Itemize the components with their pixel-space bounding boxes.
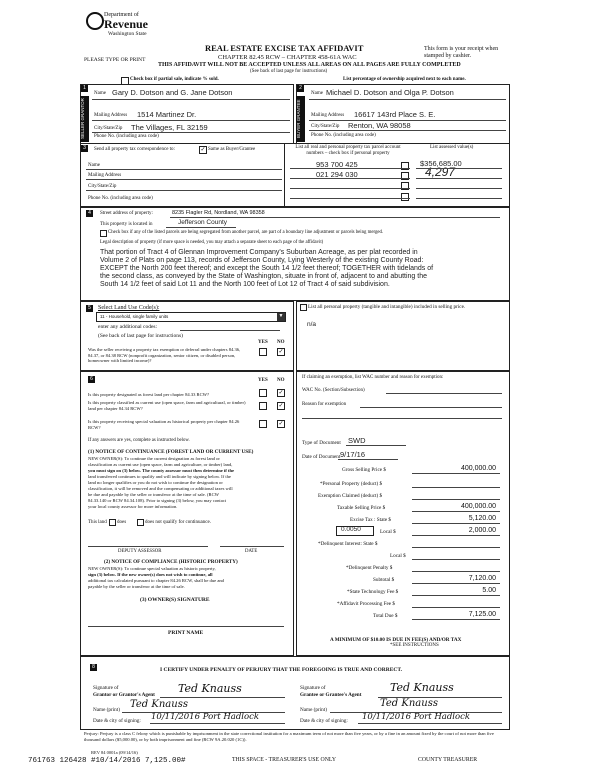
assessed-header: List assessed value(s) (430, 145, 474, 150)
buyer-mailing-label: Mailing Address (311, 113, 345, 118)
grantor-agent-label: Grantor or Grantor's Agent (93, 692, 155, 698)
section5-no: NO (277, 340, 285, 345)
buyer-phone-label: Phone No. (including area code) (311, 133, 376, 138)
land-use-label: Select Land Use Code(s): (98, 305, 160, 311)
forest-section (80, 371, 294, 656)
land-use-value: 11 - Household, single family units (100, 314, 169, 319)
chevron-down-icon[interactable]: ▼ (278, 314, 284, 319)
tax-row-label: *State Technology Fee $ (347, 589, 399, 595)
tax-row-label: Total Due $ (373, 613, 398, 619)
county[interactable]: Jefferson County (178, 219, 228, 226)
historic-no-checkbox[interactable]: ✓ (278, 421, 284, 427)
certify-title: I CERTIFY UNDER PENALTY OF PERJURY THAT THE FOREGOING IS TRUE AND CORRECT. (160, 667, 403, 673)
corr-city-label: City/State/Zip (88, 184, 117, 189)
see-instructions-note: *SEE INSTRUCTIONS (390, 643, 439, 648)
legal-line-5: South 14 1/2 feet of said Lot 11 and the North 100 feet of Lot 12 of Tract 4 of said subdivision. (100, 281, 390, 288)
send-correspondence-label: Send all property tax correspondence to: (94, 147, 175, 152)
dept-line3: Washington State (108, 31, 147, 37)
tax-row-value[interactable]: 5.00 (482, 587, 496, 594)
parcel-header: List all real and personal property tax parcel account numbers – check box if personal property (295, 145, 401, 156)
if-yes-note: If any answers are yes, complete as instructed below. (88, 438, 190, 443)
seller-phone-label: Phone No. (including area code) (94, 134, 159, 139)
seller-city-label: City/State/Zip (94, 126, 123, 131)
tax-row-value[interactable]: 5,120.00 (468, 515, 496, 522)
segregated-label: Check box if any of the listed parcels are being segregated from another parcel, are part of a boundary line adjustment or parcels being merged. (108, 230, 384, 235)
grantor-name[interactable]: Ted Knauss (130, 699, 188, 710)
county-label: This property is located in (100, 222, 153, 227)
doc-type[interactable]: SWD (348, 436, 366, 445)
does-label: does (117, 520, 127, 525)
additional-codes-label: enter any additional codes: (98, 324, 158, 330)
grantee-date-city[interactable]: 10/11/2016 Port Hadlock (362, 712, 471, 722)
type-note: PLEASE TYPE OR PRINT (84, 57, 146, 63)
section5-yes-checkbox[interactable] (259, 348, 267, 356)
legal-line-4: the second class, as conveyed by the State of Washington, situate in front of, adjacent to and abutting the (100, 273, 428, 280)
legal-line-2: Volume 2 of Plats on page 113, records of Jefferson County, Lying Westerly of the existing County Road: (100, 257, 424, 264)
section5-no-checkbox[interactable]: ✓ (278, 349, 284, 355)
grantor-signature[interactable]: Ted Knauss (178, 682, 242, 695)
grantee-sig-label: Signature of (300, 685, 326, 691)
parcel-2[interactable]: 021 294 030 (316, 170, 358, 179)
reason-label: Reason for exemption (302, 402, 347, 407)
parcel-4-personal-checkbox[interactable] (401, 193, 409, 201)
tax-row-label: Excise Tax : State $ (350, 517, 392, 523)
tax-row-label: Local $ (380, 529, 396, 535)
print-name-label: PRINT NAME (168, 630, 204, 636)
grantor-sig-label: Signature of (93, 685, 119, 691)
exemption-question: Was the seller receiving a property tax exemption or deferral under chapters 84.36, 84.37, or 84.38 RCW (nonprofit organization, senior citizen, or disabled person, homeowner with limited income)? (88, 347, 241, 363)
does-not-checkbox[interactable] (137, 519, 144, 526)
street-address[interactable]: 8235 Flagler Rd, Nordland, WA 98358 (172, 210, 265, 216)
logo-mark-icon (86, 12, 104, 30)
treasurer-stamp: 761763 126428 #10/14/2016 7,125.00# (28, 757, 186, 765)
tax-row-value[interactable]: 7,120.00 (468, 575, 496, 582)
assessed-value[interactable]: $356,685.00 (420, 159, 462, 168)
historic-yes-checkbox[interactable] (259, 420, 267, 428)
dept-line1: Department of (104, 12, 139, 18)
forest-yes-checkbox[interactable] (259, 389, 267, 397)
buyer-name-label: Name (311, 91, 323, 96)
personal-property-value[interactable]: n/a (307, 321, 317, 328)
does-not-label: does not qualify for continuance. (145, 520, 211, 525)
corr-mailing-label: Mailing Address (88, 173, 122, 178)
tax-row-label: Subtotal $ (373, 577, 395, 583)
land-does-label: This land (88, 520, 107, 525)
seller-city[interactable]: The Villages, FL 32159 (131, 123, 208, 132)
land-use-select[interactable] (96, 312, 286, 322)
tax-row-label: Exemption Claimed (deduct) $ (318, 493, 383, 499)
section8-number: 8 (90, 664, 97, 671)
tax-row-label: Gross Selling Price $ (342, 467, 386, 473)
tax-row-label: *Delinquent Penalty $ (346, 565, 393, 571)
grantor-date-label: Date & city of signing: (93, 718, 141, 724)
assessed-value-extra[interactable]: 4,297 (425, 165, 456, 179)
notice1-title: (1) NOTICE OF CONTINUANCE (FOREST LAND OR CURRENT USE) (88, 449, 254, 455)
section5-number: 5 (86, 305, 93, 312)
deputy-date-label: DATE (245, 549, 258, 554)
doc-type-label: Type of Document (302, 440, 341, 446)
local-rate-box[interactable] (336, 526, 374, 536)
current-use-yes-checkbox[interactable] (259, 402, 267, 410)
tax-row-label: *Affidavit Processing Fee $ (337, 601, 395, 607)
corr-name-label: Name (88, 163, 100, 168)
buyer-side-label: BUYER GRANTEE (296, 96, 305, 142)
personal-property-section (296, 301, 510, 371)
seller-mailing-label: Mailing Address (94, 113, 128, 118)
same-as-buyer-checkbox[interactable]: ✓ (200, 147, 206, 153)
parcel-1[interactable]: 953 700 425 (316, 160, 358, 169)
receipt-note: This form is your receipt when stamped by cashier. (424, 46, 499, 59)
seller-name-label: Name (94, 91, 106, 96)
buyer-name[interactable]: Michael D. Dotson and Olga P. Dotson (326, 88, 454, 97)
street-label: Street address of property: (100, 211, 153, 216)
section4-number: 4 (86, 210, 93, 217)
current-use-question: Is this property classified as current use (open space, farm and agricultural, or timber) land per chapter 84.34 RCW? (88, 400, 246, 411)
partial-sale-label: Check box if partial sale, indicate % sold. (130, 77, 219, 82)
grantee-name-label: Name (print) (300, 707, 327, 713)
county-treasurer: COUNTY TREASURER (418, 757, 478, 763)
section3-number: 3 (81, 145, 88, 152)
perjury-note: Perjury: Perjury is a class C felony which is punishable by imprisonment in the state correctional institution for a maximum term of not more than five years, or by a fine in an amount fixed by the court of not more than five thousand dollars ($5,000.00), or by both imprisonment and fine (RCW 9A.20.020 (1C)). (84, 731, 494, 742)
buyer-section-number: 2 (297, 85, 304, 92)
section5-yes: YES (258, 340, 268, 345)
tax-row-label: *Personal Property (deduct) $ (320, 481, 383, 487)
tax-row-value[interactable]: 2,000.00 (468, 527, 496, 534)
grantor-date-city[interactable]: 10/11/2016 Port Hadlock (151, 712, 260, 722)
section6-no: NO (277, 378, 285, 383)
grantor-name-label: Name (print) (93, 707, 120, 713)
page-title: REAL ESTATE EXCISE TAX AFFIDAVIT (205, 43, 364, 53)
legal-line-1: That portion of Tract 4 of Glennan Improvement Company's Suburban Acreage, as per plat recorded in (100, 249, 418, 256)
corr-phone-label: Phone No. (including area code) (88, 196, 153, 201)
seller-name[interactable]: Gary D. Dotson and G. Jane Dotson (112, 88, 233, 97)
historic-question: Is this property receiving special valuation as historical property per chapter 84.26 RCW? (88, 419, 240, 430)
seller-side-label: SELLER GRANTOR (80, 96, 89, 142)
seller-section-number: 1 (81, 85, 88, 92)
tax-row-value[interactable]: 7,125.00 (468, 611, 496, 618)
exemption-label: If claiming an exemption, list WAC number and reason for exemption: (302, 375, 444, 380)
grantee-name[interactable]: Ted Knauss (380, 698, 438, 709)
segregated-checkbox[interactable] (100, 230, 107, 237)
treasurer-use-only: THIS SPACE - TREASURER'S USE ONLY (232, 757, 337, 763)
current-use-no-checkbox[interactable]: ✓ (278, 403, 284, 409)
see-back-note: (See back of last page for instructions) (250, 69, 328, 74)
section6-yes: YES (258, 378, 268, 383)
wac-label: WAC No. (Section/Subsection) (302, 388, 365, 393)
personal-property-label: List all personal property (tangible and intangible) included in selling price. (308, 304, 466, 310)
doc-date-label: Date of Document (302, 454, 341, 460)
grantee-date-label: Date & city of signing: (300, 718, 348, 724)
same-as-buyer-label: Same as Buyer/Grantee (208, 147, 256, 152)
buyer-city[interactable]: Renton, WA 98058 (348, 121, 411, 130)
form-revision: REV 84 0001a (09/14/16) (91, 750, 138, 755)
minimum-due-note: A MINIMUM OF $10.00 IS DUE IN FEE(S) AND/OR TAX (330, 637, 462, 643)
forest-question: Is this property designated as forest land per chapter 84.33 RCW? (88, 392, 210, 397)
buyer-city-label: City/State/Zip (311, 124, 340, 129)
legal-label: Legal description of property (if more space is needed, you may attach a separate sheet to each page of the affidavit) (100, 240, 324, 245)
land-use-see-back: (See back of last page for instructions) (98, 333, 183, 339)
tax-row-value[interactable]: 400,000.00 (460, 465, 496, 472)
dept-logo (84, 8, 154, 48)
doc-date[interactable]: 9/17/16 (340, 450, 366, 459)
tax-row-label: *Delinquent Interest: State $ (318, 541, 378, 547)
notice2-title: (2) NOTICE OF COMPLIANCE (HISTORIC PROPERTY) (104, 559, 238, 565)
local-rate: 0.0050 (341, 526, 361, 533)
deputy-assessor-label: DEPUTY ASSESSOR (118, 549, 162, 554)
tax-row-label: Local $ (390, 553, 406, 559)
tax-row-value[interactable]: 400,000.00 (460, 503, 496, 510)
grantee-agent-label: Grantee or Grantee's Agent (300, 692, 362, 698)
tax-row-label: Taxable Selling Price $ (337, 505, 386, 511)
dept-line2: Revenue (104, 17, 148, 31)
seller-mailing[interactable]: 1514 Martinez Dr. (137, 110, 197, 119)
legal-line-3: EXCEPT the North 200 feet thereof; and except the South 14 1/2 feet thereof; TOGETHER with tidelands of (100, 265, 434, 272)
owner-signature-label: (3) OWNER(S) SIGNATURE (140, 597, 210, 603)
ownership-note: List percentage of ownership acquired next to each name. (343, 77, 466, 82)
chapter-line: CHAPTER 82.45 RCW – CHAPTER 458-61A WAC (218, 54, 357, 61)
does-checkbox[interactable] (109, 519, 116, 526)
buyer-mailing[interactable]: 16617 143rd Place S. E. (354, 110, 436, 119)
grantee-signature[interactable]: Ted Knauss (390, 681, 454, 694)
section6-number: 6 (88, 376, 95, 383)
personal-property-checkbox[interactable] (300, 304, 307, 311)
forest-no-checkbox[interactable]: ✓ (278, 390, 284, 396)
warning-line: THIS AFFIDAVIT WILL NOT BE ACCEPTED UNLESS ALL AREAS ON ALL PAGES ARE FULLY COMPLETED (158, 62, 461, 68)
